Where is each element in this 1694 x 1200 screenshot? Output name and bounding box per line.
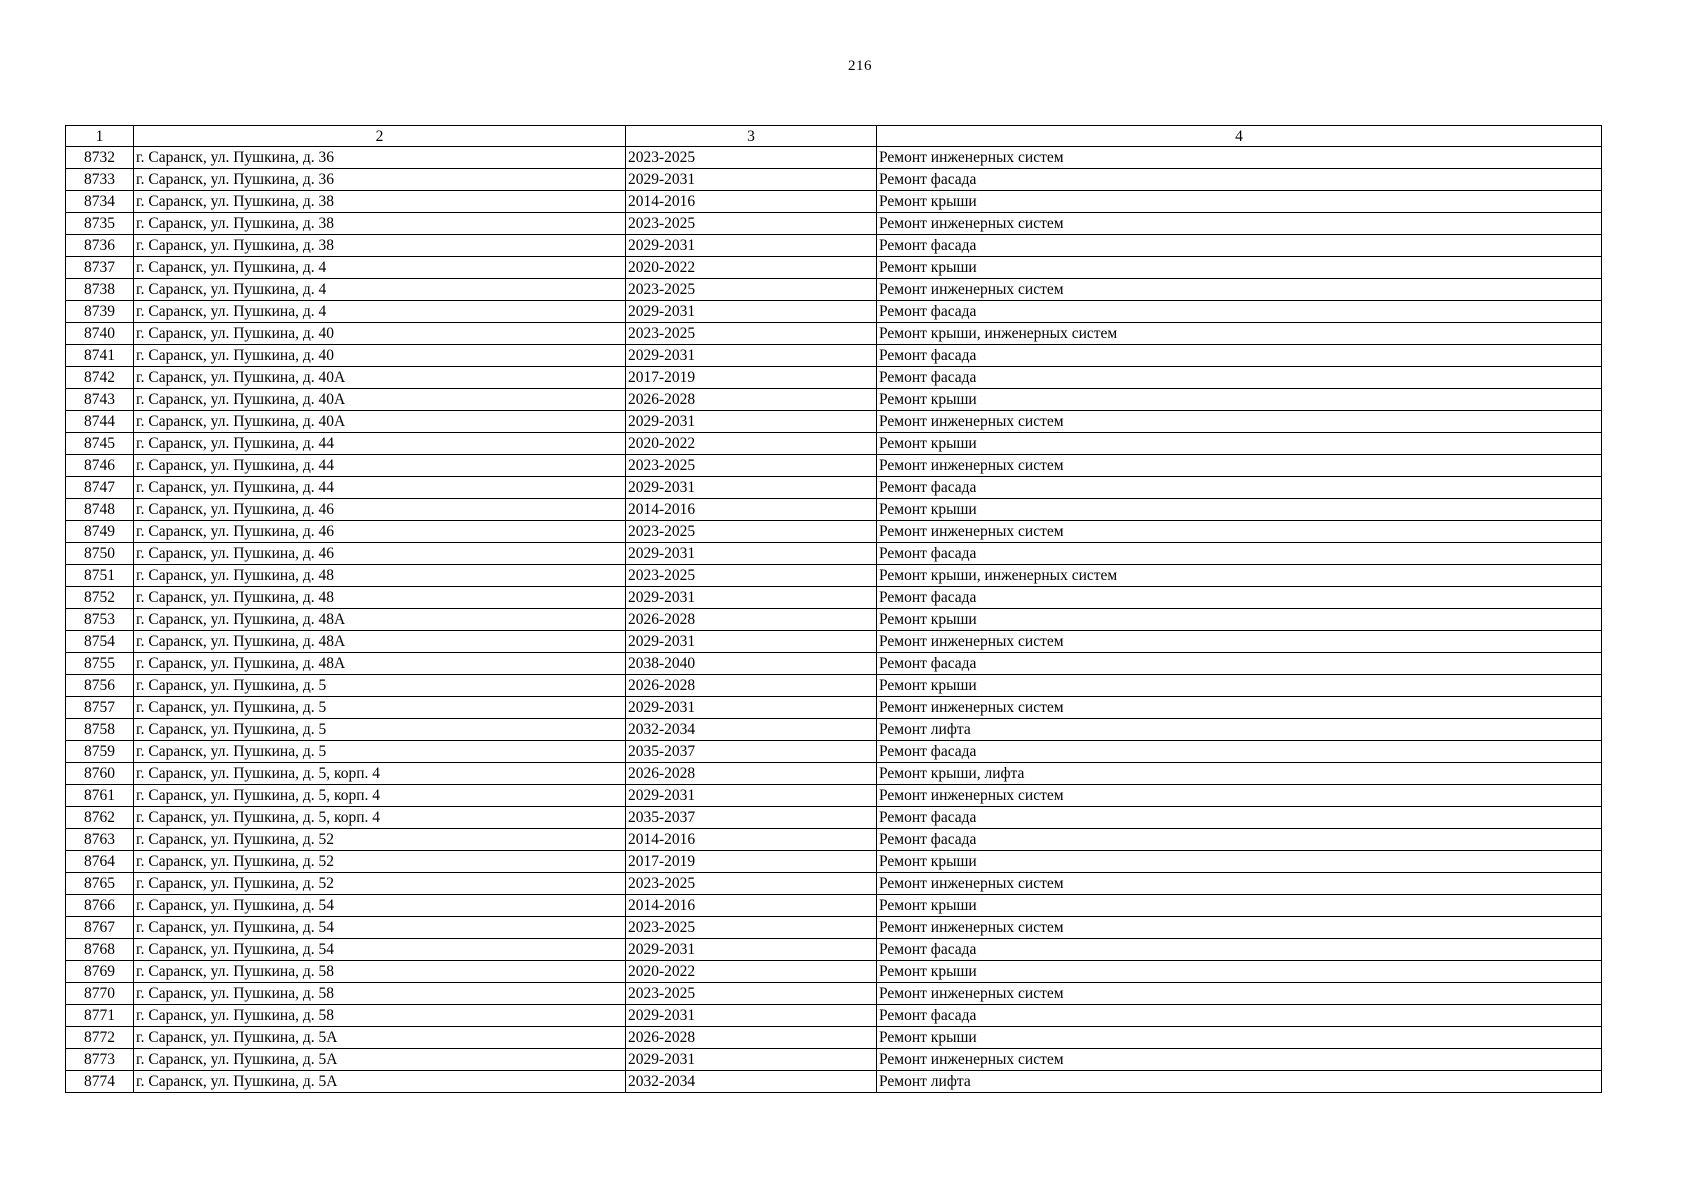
address-cell: г. Саранск, ул. Пушкина, д. 48А: [134, 631, 626, 653]
row-number: 8750: [66, 543, 134, 565]
table-row: [66, 983, 1602, 1005]
work-type-cell: Ремонт инженерных систем: [877, 411, 1602, 433]
row-number: 8764: [66, 851, 134, 873]
row-number: 8759: [66, 741, 134, 763]
work-type-cell: Ремонт крыши, лифта: [877, 763, 1602, 785]
work-type-cell: Ремонт инженерных систем: [877, 917, 1602, 939]
table-header: [66, 126, 1602, 147]
address-cell: г. Саранск, ул. Пушкина, д. 5: [134, 719, 626, 741]
period-cell: 2032-2034: [626, 719, 877, 741]
table-row: [66, 741, 1602, 763]
period-cell: 2029-2031: [626, 631, 877, 653]
table-row: [66, 169, 1602, 191]
row-number: 8737: [66, 257, 134, 279]
table-row: [66, 213, 1602, 235]
period-cell: 2023-2025: [626, 565, 877, 587]
row-number: 8751: [66, 565, 134, 587]
row-number: 8748: [66, 499, 134, 521]
period-cell: 2014-2016: [626, 191, 877, 213]
address-cell: г. Саранск, ул. Пушкина, д. 44: [134, 455, 626, 477]
table-row: [66, 895, 1602, 917]
work-type-cell: Ремонт лифта: [877, 719, 1602, 741]
table-row: [66, 565, 1602, 587]
row-number: 8757: [66, 697, 134, 719]
address-cell: г. Саранск, ул. Пушкина, д. 36: [134, 169, 626, 191]
column-header-3: 3: [626, 126, 877, 147]
address-cell: г. Саранск, ул. Пушкина, д. 54: [134, 939, 626, 961]
period-cell: 2029-2031: [626, 301, 877, 323]
work-type-cell: Ремонт фасада: [877, 345, 1602, 367]
period-cell: 2026-2028: [626, 389, 877, 411]
address-cell: г. Саранск, ул. Пушкина, д. 46: [134, 499, 626, 521]
address-cell: г. Саранск, ул. Пушкина, д. 44: [134, 477, 626, 499]
period-cell: 2029-2031: [626, 235, 877, 257]
row-number: 8772: [66, 1027, 134, 1049]
table-row: [66, 477, 1602, 499]
work-type-cell: Ремонт крыши: [877, 961, 1602, 983]
work-type-cell: Ремонт инженерных систем: [877, 455, 1602, 477]
address-cell: г. Саранск, ул. Пушкина, д. 58: [134, 1005, 626, 1027]
address-cell: г. Саранск, ул. Пушкина, д. 54: [134, 917, 626, 939]
address-cell: г. Саранск, ул. Пушкина, д. 4: [134, 257, 626, 279]
work-type-cell: Ремонт крыши: [877, 675, 1602, 697]
work-type-cell: Ремонт фасада: [877, 741, 1602, 763]
work-type-cell: Ремонт фасада: [877, 477, 1602, 499]
work-type-cell: Ремонт крыши: [877, 433, 1602, 455]
period-cell: 2032-2034: [626, 1071, 877, 1093]
row-number: 8733: [66, 169, 134, 191]
work-type-cell: Ремонт фасада: [877, 653, 1602, 675]
address-cell: г. Саранск, ул. Пушкина, д. 46: [134, 543, 626, 565]
work-type-cell: Ремонт фасада: [877, 829, 1602, 851]
work-type-cell: Ремонт фасада: [877, 543, 1602, 565]
row-number: 8738: [66, 279, 134, 301]
period-cell: 2020-2022: [626, 257, 877, 279]
table-row: [66, 191, 1602, 213]
table-row: [66, 345, 1602, 367]
table-row: [66, 147, 1602, 169]
row-number: 8754: [66, 631, 134, 653]
period-cell: 2023-2025: [626, 983, 877, 1005]
row-number: 8768: [66, 939, 134, 961]
period-cell: 2023-2025: [626, 455, 877, 477]
table-row: [66, 873, 1602, 895]
row-number: 8742: [66, 367, 134, 389]
period-cell: 2023-2025: [626, 147, 877, 169]
period-cell: 2014-2016: [626, 895, 877, 917]
row-number: 8735: [66, 213, 134, 235]
address-cell: г. Саранск, ул. Пушкина, д. 5: [134, 741, 626, 763]
table-row: [66, 763, 1602, 785]
work-type-cell: Ремонт крыши: [877, 257, 1602, 279]
work-type-cell: Ремонт инженерных систем: [877, 147, 1602, 169]
table-row: [66, 719, 1602, 741]
page-number: 216: [848, 58, 872, 74]
work-type-cell: Ремонт крыши: [877, 851, 1602, 873]
row-number: 8752: [66, 587, 134, 609]
table-row: [66, 389, 1602, 411]
period-cell: 2017-2019: [626, 367, 877, 389]
row-number: 8765: [66, 873, 134, 895]
address-cell: г. Саранск, ул. Пушкина, д. 52: [134, 829, 626, 851]
period-cell: 2029-2031: [626, 939, 877, 961]
work-type-cell: Ремонт крыши: [877, 499, 1602, 521]
table-row: [66, 257, 1602, 279]
table-row: [66, 279, 1602, 301]
period-cell: 2026-2028: [626, 1027, 877, 1049]
repair-schedule-table: [65, 125, 1602, 1093]
table-row: [66, 521, 1602, 543]
table-row: [66, 785, 1602, 807]
period-cell: 2038-2040: [626, 653, 877, 675]
table-row: [66, 829, 1602, 851]
work-type-cell: Ремонт фасада: [877, 807, 1602, 829]
work-type-cell: Ремонт инженерных систем: [877, 521, 1602, 543]
work-type-cell: Ремонт фасада: [877, 169, 1602, 191]
row-number: 8762: [66, 807, 134, 829]
address-cell: г. Саранск, ул. Пушкина, д. 4: [134, 279, 626, 301]
address-cell: г. Саранск, ул. Пушкина, д. 52: [134, 873, 626, 895]
work-type-cell: Ремонт инженерных систем: [877, 279, 1602, 301]
row-number: 8761: [66, 785, 134, 807]
address-cell: г. Саранск, ул. Пушкина, д. 5А: [134, 1049, 626, 1071]
table-row: [66, 631, 1602, 653]
period-cell: 2023-2025: [626, 213, 877, 235]
address-cell: г. Саранск, ул. Пушкина, д. 5: [134, 675, 626, 697]
table-row: [66, 807, 1602, 829]
table-row: [66, 367, 1602, 389]
address-cell: г. Саранск, ул. Пушкина, д. 40А: [134, 389, 626, 411]
column-header-4: 4: [877, 126, 1602, 147]
address-cell: г. Саранск, ул. Пушкина, д. 40: [134, 323, 626, 345]
table-row: [66, 675, 1602, 697]
work-type-cell: Ремонт крыши, инженерных систем: [877, 565, 1602, 587]
row-number: 8743: [66, 389, 134, 411]
period-cell: 2014-2016: [626, 499, 877, 521]
address-cell: г. Саранск, ул. Пушкина, д. 44: [134, 433, 626, 455]
address-cell: г. Саранск, ул. Пушкина, д. 38: [134, 191, 626, 213]
table-row: [66, 939, 1602, 961]
table-row: [66, 1049, 1602, 1071]
address-cell: г. Саранск, ул. Пушкина, д. 46: [134, 521, 626, 543]
period-cell: 2029-2031: [626, 1005, 877, 1027]
row-number: 8766: [66, 895, 134, 917]
period-cell: 2026-2028: [626, 609, 877, 631]
period-cell: 2029-2031: [626, 587, 877, 609]
period-cell: 2020-2022: [626, 433, 877, 455]
period-cell: 2020-2022: [626, 961, 877, 983]
row-number: 8753: [66, 609, 134, 631]
address-cell: г. Саранск, ул. Пушкина, д. 40А: [134, 367, 626, 389]
row-number: 8744: [66, 411, 134, 433]
period-cell: 2023-2025: [626, 873, 877, 895]
address-cell: г. Саранск, ул. Пушкина, д. 5: [134, 697, 626, 719]
period-cell: 2029-2031: [626, 411, 877, 433]
address-cell: г. Саранск, ул. Пушкина, д. 40А: [134, 411, 626, 433]
work-type-cell: Ремонт фасада: [877, 1005, 1602, 1027]
period-cell: 2029-2031: [626, 169, 877, 191]
period-cell: 2029-2031: [626, 1049, 877, 1071]
work-type-cell: Ремонт инженерных систем: [877, 631, 1602, 653]
row-number: 8769: [66, 961, 134, 983]
header-row: [66, 126, 1602, 147]
work-type-cell: Ремонт инженерных систем: [877, 1049, 1602, 1071]
period-cell: 2029-2031: [626, 345, 877, 367]
row-number: 8771: [66, 1005, 134, 1027]
period-cell: 2014-2016: [626, 829, 877, 851]
row-number: 8760: [66, 763, 134, 785]
table-row: [66, 235, 1602, 257]
address-cell: г. Саранск, ул. Пушкина, д. 48: [134, 565, 626, 587]
table-row: [66, 433, 1602, 455]
period-cell: 2029-2031: [626, 477, 877, 499]
address-cell: г. Саранск, ул. Пушкина, д. 5, корп. 4: [134, 785, 626, 807]
table-row: [66, 1005, 1602, 1027]
row-number: 8746: [66, 455, 134, 477]
table-row: [66, 961, 1602, 983]
address-cell: г. Саранск, ул. Пушкина, д. 5, корп. 4: [134, 763, 626, 785]
address-cell: г. Саранск, ул. Пушкина, д. 48: [134, 587, 626, 609]
table-row: [66, 323, 1602, 345]
period-cell: 2023-2025: [626, 323, 877, 345]
period-cell: 2023-2025: [626, 521, 877, 543]
column-header-2: 2: [134, 126, 626, 147]
column-header-1: 1: [66, 126, 134, 147]
work-type-cell: Ремонт инженерных систем: [877, 697, 1602, 719]
address-cell: г. Саранск, ул. Пушкина, д. 5, корп. 4: [134, 807, 626, 829]
row-number: 8745: [66, 433, 134, 455]
work-type-cell: Ремонт крыши: [877, 191, 1602, 213]
address-cell: г. Саранск, ул. Пушкина, д. 40: [134, 345, 626, 367]
table-row: [66, 301, 1602, 323]
row-number: 8773: [66, 1049, 134, 1071]
period-cell: 2035-2037: [626, 807, 877, 829]
period-cell: 2023-2025: [626, 917, 877, 939]
period-cell: 2026-2028: [626, 675, 877, 697]
work-type-cell: Ремонт фасада: [877, 235, 1602, 257]
address-cell: г. Саранск, ул. Пушкина, д. 52: [134, 851, 626, 873]
table-body: [66, 147, 1602, 1093]
row-number: 8747: [66, 477, 134, 499]
period-cell: 2026-2028: [626, 763, 877, 785]
period-cell: 2029-2031: [626, 697, 877, 719]
address-cell: г. Саранск, ул. Пушкина, д. 38: [134, 213, 626, 235]
row-number: 8758: [66, 719, 134, 741]
address-cell: г. Саранск, ул. Пушкина, д. 5А: [134, 1071, 626, 1093]
address-cell: г. Саранск, ул. Пушкина, д. 36: [134, 147, 626, 169]
work-type-cell: Ремонт инженерных систем: [877, 873, 1602, 895]
work-type-cell: Ремонт крыши: [877, 609, 1602, 631]
table-row: [66, 411, 1602, 433]
work-type-cell: Ремонт лифта: [877, 1071, 1602, 1093]
work-type-cell: Ремонт крыши, инженерных систем: [877, 323, 1602, 345]
work-type-cell: Ремонт крыши: [877, 895, 1602, 917]
row-number: 8763: [66, 829, 134, 851]
table-row: [66, 917, 1602, 939]
work-type-cell: Ремонт крыши: [877, 1027, 1602, 1049]
row-number: 8741: [66, 345, 134, 367]
table-row: [66, 1027, 1602, 1049]
period-cell: 2023-2025: [626, 279, 877, 301]
row-number: 8740: [66, 323, 134, 345]
work-type-cell: Ремонт крыши: [877, 389, 1602, 411]
row-number: 8767: [66, 917, 134, 939]
row-number: 8756: [66, 675, 134, 697]
row-number: 8739: [66, 301, 134, 323]
address-cell: г. Саранск, ул. Пушкина, д. 38: [134, 235, 626, 257]
address-cell: г. Саранск, ул. Пушкина, д. 4: [134, 301, 626, 323]
work-type-cell: Ремонт инженерных систем: [877, 785, 1602, 807]
table-row: [66, 697, 1602, 719]
period-cell: 2029-2031: [626, 543, 877, 565]
work-type-cell: Ремонт фасада: [877, 367, 1602, 389]
address-cell: г. Саранск, ул. Пушкина, д. 48А: [134, 609, 626, 631]
row-number: 8755: [66, 653, 134, 675]
row-number: 8770: [66, 983, 134, 1005]
table-row: [66, 653, 1602, 675]
table-row: [66, 455, 1602, 477]
work-type-cell: Ремонт фасада: [877, 587, 1602, 609]
table-row: [66, 587, 1602, 609]
table-row: [66, 499, 1602, 521]
table-row: [66, 851, 1602, 873]
row-number: 8749: [66, 521, 134, 543]
table-row: [66, 1071, 1602, 1093]
address-cell: г. Саранск, ул. Пушкина, д. 5А: [134, 1027, 626, 1049]
work-type-cell: Ремонт инженерных систем: [877, 213, 1602, 235]
row-number: 8732: [66, 147, 134, 169]
address-cell: г. Саранск, ул. Пушкина, д. 58: [134, 961, 626, 983]
address-cell: г. Саранск, ул. Пушкина, д. 54: [134, 895, 626, 917]
work-type-cell: Ремонт инженерных систем: [877, 983, 1602, 1005]
row-number: 8734: [66, 191, 134, 213]
work-type-cell: Ремонт фасада: [877, 939, 1602, 961]
work-type-cell: Ремонт фасада: [877, 301, 1602, 323]
period-cell: 2029-2031: [626, 785, 877, 807]
table-row: [66, 543, 1602, 565]
row-number: 8774: [66, 1071, 134, 1093]
period-cell: 2017-2019: [626, 851, 877, 873]
period-cell: 2035-2037: [626, 741, 877, 763]
table-row: [66, 609, 1602, 631]
row-number: 8736: [66, 235, 134, 257]
address-cell: г. Саранск, ул. Пушкина, д. 58: [134, 983, 626, 1005]
address-cell: г. Саранск, ул. Пушкина, д. 48А: [134, 653, 626, 675]
